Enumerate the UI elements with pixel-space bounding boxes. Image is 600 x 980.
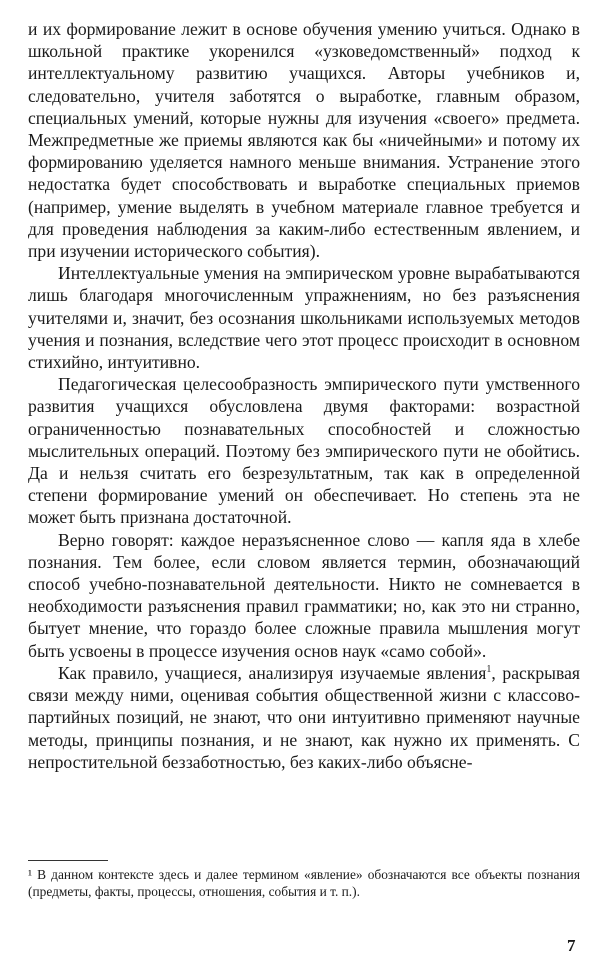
paragraph-4: Верно говорят: каждое неразъясненное слово — капля яда в хлебе познания. Тем более, если словом является термин, обозначающий способ учебно-познавательной деятельности. Никто не сомневается в необходимости разъяснения правил грамматики; но, как это ни странно, бытует мнение, что гораздо более сложные правила мышления могут быть усвоены в процессе изучения основ наук «само собой». <box>28 529 580 661</box>
paragraph-3: Педагогическая целесообразность эмпирического пути умственного развития учащихся обусловлена двумя факторами: возрастной ограниченностью познавательных способностей и сложностью мыслительных операций. Поэтому без эмпирического пути не обойтись. Да и нельзя считать его безрезультатным, так как в определенной степени формирование умений он обеспечивает. Но степень эта не может быть признана достаточной. <box>28 374 580 528</box>
page-number: 7 <box>567 936 576 955</box>
paragraph-1: и их формирование лежит в основе обучения умению учиться. Однако в школьной практике укоренился «узковедомственный» подход к интеллектуальному развитию учащихся. Авторы учебников и, следовательно, учителя заботятся о выработке, главным образом, специальных умений, которые нужны для изучения «своего» предмета. Межпредметные же приемы являются как бы «ничейными» и потому их формированию уделяется намного меньше внимания. Устранение этого недостатка будет способствовать и выработке специальных приемов (например, умение выделять в учебном материале главное требуется и для проведения наблюдения за каким-либо естественным явлением, и при изучении исторического события). <box>28 19 580 262</box>
paragraph-5 <box>28 662 580 773</box>
page-body <box>28 18 580 773</box>
footnote-marker: 1 <box>486 664 492 676</box>
footnote-divider <box>28 860 108 861</box>
paragraph-5-start: Как правило, учащиеся, анализируя изучаемые явления <box>58 662 487 683</box>
footnote: ¹ В данном контексте здесь и далее термином «явление» обозначаются все объекты познания (предметы, факты, процессы, отношения, события и т. п.). <box>28 867 580 899</box>
paragraph-2: Интеллектуальные умения на эмпирическом уровне вырабатываются лишь благодаря многочисленным упражнениям, но без разъяснения учителями и, значит, без осознания школьниками используемых методов учения и познания, вследствие чего этот процесс происходит в основном стихийно, интуитивно. <box>28 263 580 373</box>
paragraph-5-rest: , раскрывая связи между ними, оценивая события общественной жизни с классово-партийных позиций, не знают, что они интуитивно применяют научные методы, принципы познания, и не знают, как нужно их применять. С непростительной беззаботностью, без каких-либо объясне- <box>28 662 580 772</box>
